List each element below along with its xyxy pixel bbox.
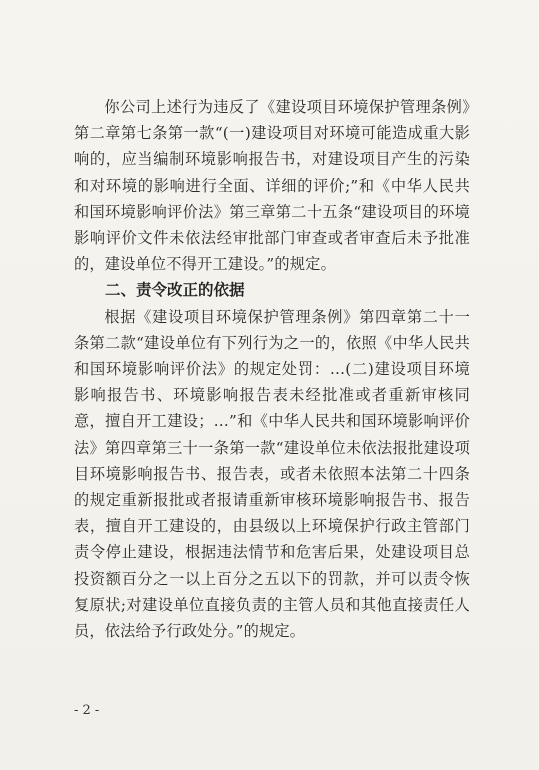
- section-heading-correction-basis: 二、责令改正的依据: [105, 281, 245, 300]
- paragraph-correction-basis: 根据《建设项目环境保护管理条例》第四章第二十一条第二款“建设单位有下列行为之一的，依照《中华人民共和国环境影响评价法》的规定处罚：…(二)建设项目环境影响报告书、环境影响报告表未经批准或者重新审核同意，擅自开工建设；…”和《中华人民共和国环境影响评价法》第四章第三十一条第一款“建设单位未依法报批建设项目环境影响报告书、报告表，或者未依照本法第二十四条的规定重新报批或者报请重新审核环境影响报告书、报告表，擅自开工建设的，由县级以上环境保护行政主管部门责令停止建设，根据违法情节和危害后果，处建设项目总投资额百分之一以上百分之五以下的罚款，并可以责令恢复原状;对建设单位直接负责的主管人员和其他直接责任人员，依法给予行政处分。”的规定。: [74, 307, 470, 641]
- page-number: - 2 -: [74, 703, 100, 718]
- paragraph-violation: 你公司上述行为违反了《建设项目环境保护管理条例》第二章第七条第一款“(一)建设项目对环境可能造成重大影响的，应当编制环境影响报告书，对建设项目产生的污染和对环境的影响进行全面、详细的评价;”和《中华人民共和国环境影响评价法》第三章第二十五条“建设项目的环境影响评价文件未依法经审批部门审查或者审查后未予批准的，建设单位不得开工建设。”的规定。: [74, 98, 470, 274]
- document-body: [74, 94, 470, 644]
